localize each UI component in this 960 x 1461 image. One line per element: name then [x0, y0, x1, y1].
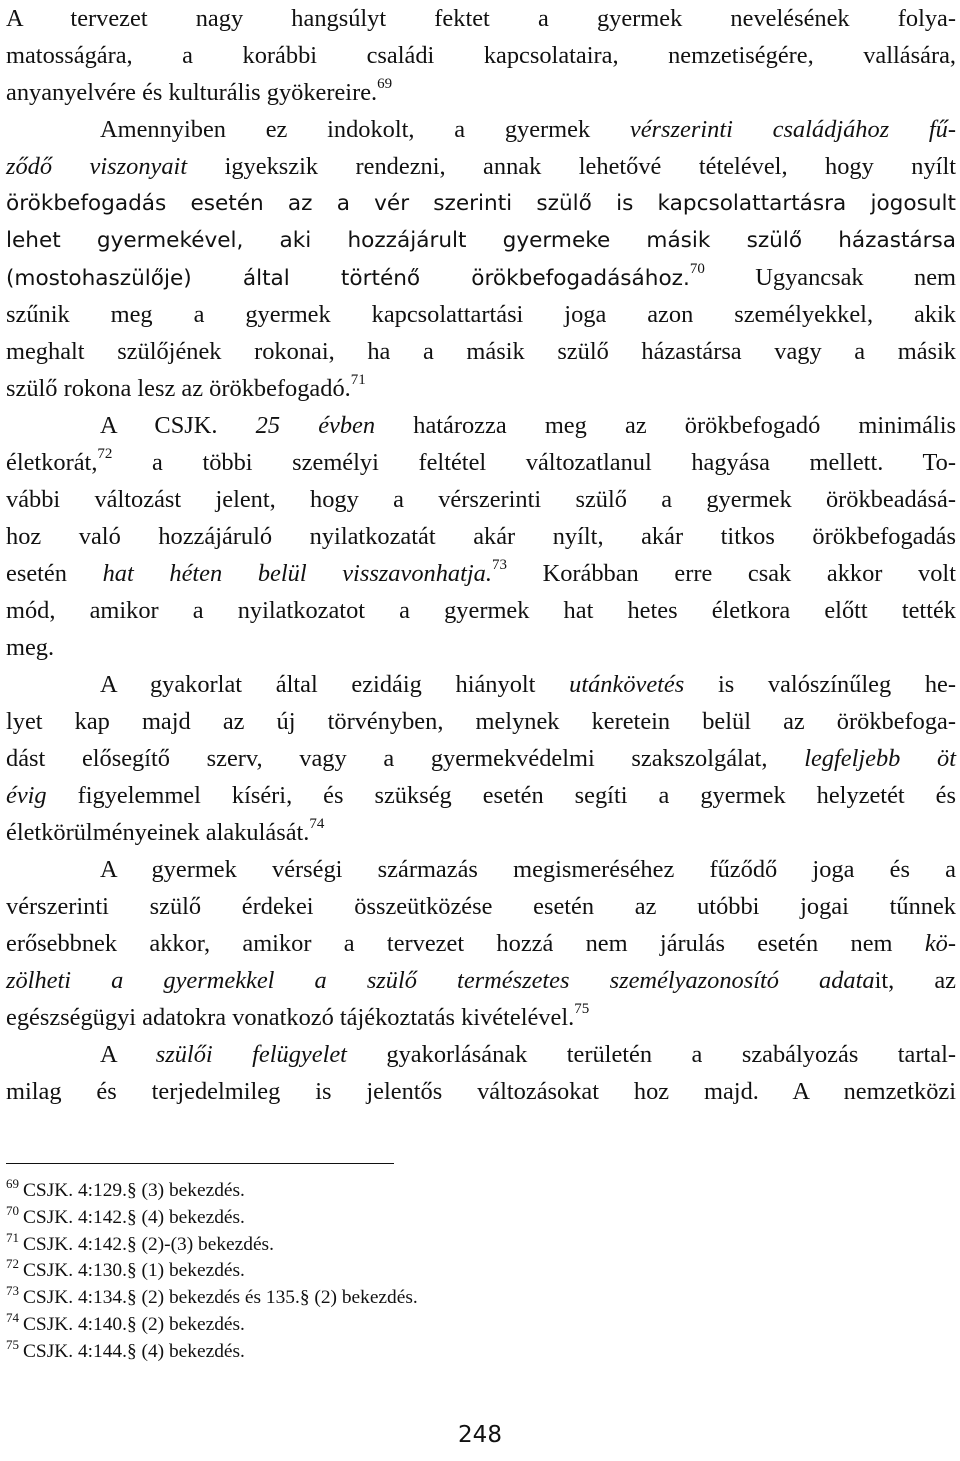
footnotes	[6, 1178, 418, 1366]
footnote-number: 73	[6, 1283, 19, 1299]
footnote-ref: 71	[350, 372, 366, 388]
text-line: lehet gyermekével, aki hozzájárult gyermeke másik szülő házastársa	[6, 228, 956, 253]
footnote-number: 74	[6, 1309, 19, 1325]
text-line: szülő rokona lesz az örökbefogadó.$^{71}$	[6, 372, 366, 402]
footnote-ref: 70	[689, 261, 705, 277]
text-line: életkörülményeinek alakulását.$^{74}$	[6, 816, 325, 846]
text-line: A tervezet nagy hangsúlyt fektet a gyermek nevelésének folya-	[6, 5, 956, 32]
footnote-number: 72	[6, 1256, 19, 1272]
footnote-ref: 72	[97, 446, 113, 462]
footnote-number: 69	[6, 1176, 19, 1191]
text-line: Amennyiben ez indokolt, a gyermek vérszerinti családjához fű-	[100, 116, 956, 143]
footnote-text: CSJK. 4:142.§ (2)-(3) bekezdés.	[23, 1233, 274, 1255]
footnote	[6, 1285, 418, 1312]
text-line: A CSJK. 25 évben határozza meg az örökbefogadó minimális	[100, 412, 956, 439]
text-line: esetén hat héten belül visszavonhatja.$^{73}$ Korábban erre csak akkor volt	[6, 557, 956, 587]
text-line: mód, amikor a nyilatkozatot a gyermek hat hetes életkora előtt tették	[6, 597, 956, 624]
footnote-ref: 69	[377, 76, 393, 92]
text-line: zölheti a gyermekkel a szülő természetes személyazonosító adatait, az	[6, 967, 957, 994]
footnote	[6, 1336, 418, 1366]
footnote	[6, 1229, 418, 1259]
text-line: meghalt szülőjének rokonai, ha a másik szülő házastársa vagy a másik	[6, 338, 956, 365]
text-line: milag és terjedelmileg is jelentős változásokat hoz majd. A nemzetközi	[6, 1078, 956, 1105]
footnote-number: 75	[6, 1336, 19, 1352]
footnote	[6, 1309, 418, 1339]
text-line: szűnik meg a gyermek kapcsolattartási joga azon személyekkel, akik	[6, 301, 956, 328]
footnote-text: CSJK. 4:142.§ (4) bekezdés.	[23, 1206, 245, 1228]
page-number: 248	[458, 1422, 502, 1448]
footnote-text: CSJK. 4:130.§ (1) bekezdés.	[23, 1260, 245, 1282]
footnote-divider	[6, 1163, 394, 1164]
footnote-ref: 74	[309, 816, 325, 832]
page-body	[6, 0, 957, 1362]
text-line: örökbefogadás esetén az a vér szerinti szülő is kapcsolattartásra jogosult	[6, 191, 956, 216]
footnote-number: 71	[6, 1229, 19, 1245]
text-line: dást elősegítő szerv, vagy a gyermekvédelmi szakszolgálat, legfeljebb öt	[6, 745, 956, 772]
text-line: vérszerinti szülő érdekei összeütközése esetén az utóbbi jogai tűnnek	[6, 893, 956, 920]
text-line: erősebbnek akkor, amikor a tervezet hozzá nem járulás esetén nem kö-	[6, 930, 956, 957]
text-line: A gyakorlat által ezidáig hiányolt utánkövetés is valószínűleg he-	[100, 671, 956, 698]
footnote-number: 70	[6, 1202, 19, 1218]
text-line: évig figyelemmel kíséri, és szükség esetén segíti a gyermek helyzetét és	[6, 782, 956, 809]
text-line: ződő viszonyait igyekszik rendezni, annak lehetővé tételével, hogy nyílt	[6, 153, 956, 180]
footnote-ref: 73	[491, 557, 507, 573]
footnote-text: CSJK. 4:144.§ (4) bekezdés.	[23, 1340, 245, 1362]
text-line: A szülői felügyelet gyakorlásának területén a szabályozás tartal-	[100, 1041, 957, 1068]
text-line: (mostohaszülője) által történő örökbefogadásához.$^{70}$ Ugyancsak nem	[6, 261, 956, 291]
footnote-text: CSJK. 4:129.§ (3) bekezdés.	[23, 1180, 245, 1201]
footnote	[6, 1202, 418, 1232]
text-line: meg.	[6, 634, 55, 661]
footnote	[6, 1258, 418, 1285]
footnote-ref: 75	[574, 1001, 590, 1017]
text-line: A gyermek vérségi származás megismeréséhez fűződő joga és a	[100, 856, 956, 883]
text-line: hoz való hozzájáruló nyilatkozatát akár nyílt, akár titkos örökbefogadás	[6, 523, 956, 550]
text-line: egészségügyi adatokra vonatkozó tájékoztatás kivételével.$^{75}$	[6, 1001, 590, 1031]
footnote-text: CSJK. 4:140.§ (2) bekezdés.	[23, 1313, 245, 1335]
text-line: matosságára, a korábbi családi kapcsolataira, nemzetiségére, vallására,	[6, 42, 956, 69]
footnote-text: CSJK. 4:134.§ (2) bekezdés és 135.§ (2) bekezdés.	[23, 1287, 418, 1309]
text-line: életkorát,$^{72}$ a többi személyi feltétel változatlanul hagyása mellett. To-	[6, 446, 956, 476]
text-line: vábbi változást jelent, hogy a vérszerinti szülő a gyermek örökbeadásá-	[6, 486, 956, 513]
text-line: anyanyelvére és kulturális gyökereire.$^{69}$	[6, 76, 393, 106]
footnote	[6, 1178, 418, 1205]
text-line: lyet kap majd az új törvényben, melynek keretein belül az örökbefoga-	[6, 708, 956, 735]
